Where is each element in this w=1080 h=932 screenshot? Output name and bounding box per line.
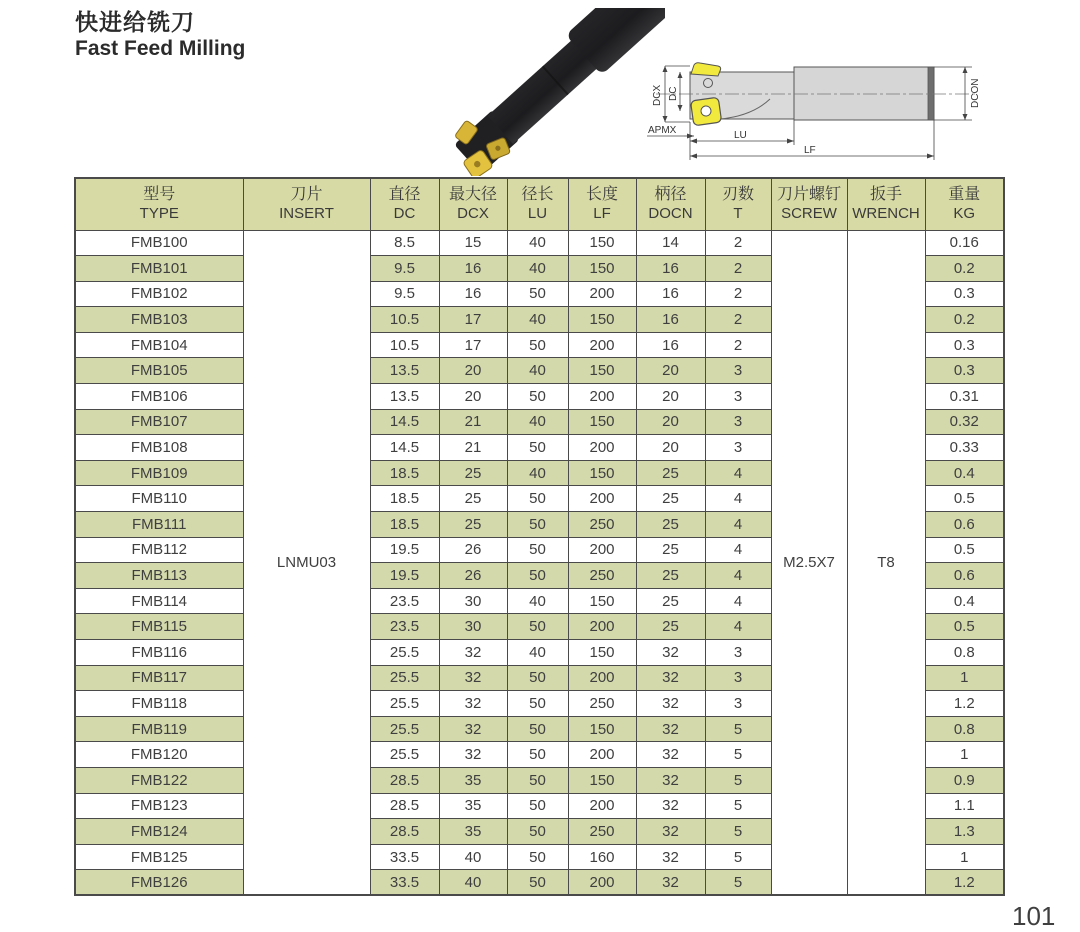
type-cell: FMB116 [75,640,243,666]
docn-cell: 32 [636,665,705,691]
lf-cell: 250 [568,819,636,845]
docn-cell: 25 [636,512,705,538]
docn-cell: 32 [636,767,705,793]
lf-cell: 150 [568,409,636,435]
lu-cell: 40 [507,588,568,614]
dc-cell: 28.5 [370,793,439,819]
header-en: TYPE [139,205,179,223]
header-zh: 型号 [143,186,176,204]
kg-cell: 0.3 [925,281,1004,307]
column-header-lu [507,178,568,230]
kg-cell: 1 [925,844,1004,870]
dc-cell: 10.5 [370,307,439,333]
header-zh: 重量 [948,186,981,204]
type-cell: FMB122 [75,767,243,793]
type-cell: FMB115 [75,614,243,640]
lu-cell: 50 [507,384,568,410]
t-cell: 3 [705,640,771,666]
kg-cell: 0.32 [925,409,1004,435]
header-en: INSERT [279,205,334,223]
column-header-lf [568,178,636,230]
page-title [75,8,245,62]
header-zh: 径长 [521,186,554,204]
column-header-type [75,178,243,230]
screw-merged-cell: M2.5X7 [771,230,847,895]
dc-cell: 19.5 [370,563,439,589]
kg-cell: 0.2 [925,307,1004,333]
lf-cell: 160 [568,844,636,870]
t-cell: 5 [705,819,771,845]
t-cell: 2 [705,281,771,307]
t-cell: 3 [705,665,771,691]
dc-cell: 10.5 [370,332,439,358]
header-zh: 扳手 [869,186,902,204]
docn-cell: 32 [636,716,705,742]
docn-cell: 32 [636,870,705,896]
t-cell: 5 [705,742,771,768]
kg-cell: 0.33 [925,435,1004,461]
spec-table [74,177,1005,896]
insert-merged-cell: LNMU03 [243,230,370,895]
lf-cell: 200 [568,537,636,563]
dcon-label: DCON [970,78,981,108]
lu-cell: 50 [507,512,568,538]
kg-cell: 0.3 [925,358,1004,384]
type-cell: FMB106 [75,384,243,410]
header-en: DC [393,205,416,223]
lu-cell: 40 [507,460,568,486]
t-cell: 2 [705,256,771,282]
t-cell: 2 [705,307,771,333]
kg-cell: 1.3 [925,819,1004,845]
kg-cell: 0.8 [925,716,1004,742]
header-en: KG [953,205,976,223]
header-zh: 长度 [585,186,618,204]
lu-cell: 50 [507,614,568,640]
docn-cell: 16 [636,256,705,282]
kg-cell: 0.9 [925,767,1004,793]
dcx-cell: 30 [439,614,507,640]
dcx-cell: 15 [439,230,507,256]
t-cell: 3 [705,691,771,717]
docn-cell: 32 [636,819,705,845]
lf-cell: 150 [568,767,636,793]
dcx-cell: 32 [439,665,507,691]
header-zh: 柄径 [654,186,687,204]
docn-cell: 20 [636,409,705,435]
milling-cutter-photo-art [380,8,665,176]
lu-cell: 50 [507,819,568,845]
type-cell: FMB117 [75,665,243,691]
lf-cell: 150 [568,716,636,742]
dcx-cell: 21 [439,409,507,435]
header-zh: 刀片 [290,186,323,204]
t-cell: 3 [705,409,771,435]
kg-cell: 1.2 [925,691,1004,717]
kg-cell: 0.6 [925,563,1004,589]
lf-cell: 150 [568,588,636,614]
t-cell: 3 [705,435,771,461]
lu-cell: 50 [507,844,568,870]
dc-cell: 25.5 [370,665,439,691]
dcx-cell: 25 [439,512,507,538]
lf-cell: 200 [568,793,636,819]
lf-cell: 200 [568,332,636,358]
page-number: 101 [1012,901,1056,931]
dcx-cell: 40 [439,844,507,870]
type-cell: FMB103 [75,307,243,333]
kg-cell: 0.4 [925,460,1004,486]
t-cell: 5 [705,870,771,896]
kg-cell: 0.5 [925,486,1004,512]
dcx-cell: 32 [439,640,507,666]
lf-cell: 200 [568,870,636,896]
column-header-wrench [847,178,925,230]
type-cell: FMB101 [75,256,243,282]
docn-cell: 16 [636,281,705,307]
column-header-t [705,178,771,230]
dc-cell: 14.5 [370,435,439,461]
docn-cell: 14 [636,230,705,256]
kg-cell: 0.16 [925,230,1004,256]
type-cell: FMB112 [75,537,243,563]
table-row [75,230,1004,256]
lu-cell: 50 [507,332,568,358]
t-cell: 4 [705,486,771,512]
title-english: Fast Feed Milling [75,37,246,61]
t-cell: 5 [705,844,771,870]
t-cell: 3 [705,384,771,410]
lf-cell: 200 [568,281,636,307]
t-cell: 5 [705,793,771,819]
type-cell: FMB119 [75,716,243,742]
dc-cell: 28.5 [370,819,439,845]
docn-cell: 20 [636,384,705,410]
lu-cell: 50 [507,665,568,691]
docn-cell: 32 [636,742,705,768]
t-cell: 5 [705,767,771,793]
lf-label: LF [804,145,816,156]
lu-label: LU [734,130,747,141]
header-row [75,178,1004,230]
dc-cell: 9.5 [370,256,439,282]
type-cell: FMB124 [75,819,243,845]
kg-cell: 1 [925,742,1004,768]
kg-cell: 0.8 [925,640,1004,666]
dimension-diagram [642,52,1047,177]
lu-cell: 50 [507,767,568,793]
dc-cell: 13.5 [370,384,439,410]
t-cell: 4 [705,512,771,538]
docn-cell: 25 [636,486,705,512]
lu-cell: 40 [507,409,568,435]
column-header-docn [636,178,705,230]
lf-cell: 200 [568,665,636,691]
lf-cell: 200 [568,742,636,768]
type-cell: FMB125 [75,844,243,870]
kg-cell: 0.3 [925,332,1004,358]
type-cell: FMB107 [75,409,243,435]
dcx-cell: 35 [439,793,507,819]
column-header-dcx [439,178,507,230]
dcx-cell: 26 [439,537,507,563]
t-cell: 5 [705,716,771,742]
type-cell: FMB126 [75,870,243,896]
header-zh: 刀片螺钉 [776,186,841,204]
column-header-screw [771,178,847,230]
docn-cell: 32 [636,691,705,717]
header-en: LU [527,205,548,223]
lf-cell: 150 [568,256,636,282]
docn-cell: 32 [636,793,705,819]
spec-table-body [75,230,1004,895]
t-cell: 4 [705,588,771,614]
t-cell: 4 [705,460,771,486]
type-cell: FMB111 [75,512,243,538]
dcx-cell: 26 [439,563,507,589]
dcx-cell: 25 [439,486,507,512]
lu-cell: 40 [507,640,568,666]
dcx-cell: 32 [439,716,507,742]
header-en: SCREW [781,205,837,223]
docn-cell: 25 [636,588,705,614]
header-zh: 直径 [388,186,421,204]
lf-cell: 150 [568,358,636,384]
lu-cell: 40 [507,230,568,256]
lu-cell: 50 [507,486,568,512]
lu-cell: 50 [507,870,568,896]
header-en: LF [593,205,611,223]
type-cell: FMB104 [75,332,243,358]
lf-cell: 250 [568,512,636,538]
dc-cell: 18.5 [370,486,439,512]
lu-cell: 50 [507,537,568,563]
kg-cell: 1.2 [925,870,1004,896]
dc-cell: 25.5 [370,742,439,768]
kg-cell: 1 [925,665,1004,691]
lu-cell: 40 [507,256,568,282]
dcx-cell: 20 [439,384,507,410]
docn-cell: 20 [636,435,705,461]
type-cell: FMB105 [75,358,243,384]
dc-cell: 18.5 [370,512,439,538]
lu-cell: 50 [507,563,568,589]
column-header-kg [925,178,1004,230]
t-cell: 4 [705,563,771,589]
lf-cell: 150 [568,640,636,666]
type-cell: FMB114 [75,588,243,614]
dc-cell: 28.5 [370,767,439,793]
dcx-cell: 32 [439,691,507,717]
lu-cell: 50 [507,742,568,768]
docn-cell: 25 [636,460,705,486]
tool-dimension-drawing [642,52,1047,172]
dcx-cell: 16 [439,256,507,282]
t-cell: 4 [705,614,771,640]
docn-cell: 25 [636,614,705,640]
header-en: WRENCH [852,205,920,223]
dc-cell: 33.5 [370,844,439,870]
docn-cell: 16 [636,332,705,358]
dc-cell: 19.5 [370,537,439,563]
lf-cell: 250 [568,563,636,589]
t-cell: 2 [705,230,771,256]
title-chinese: 快进给铣刀 [75,9,195,35]
kg-cell: 0.5 [925,614,1004,640]
dcx-cell: 30 [439,588,507,614]
dc-cell: 25.5 [370,716,439,742]
dc-cell: 25.5 [370,691,439,717]
header-en: DOCN [648,205,693,223]
lf-cell: 150 [568,460,636,486]
lf-cell: 200 [568,486,636,512]
kg-cell: 0.5 [925,537,1004,563]
lu-cell: 50 [507,435,568,461]
dc-cell: 13.5 [370,358,439,384]
dc-cell: 23.5 [370,588,439,614]
lu-cell: 40 [507,358,568,384]
lf-cell: 200 [568,384,636,410]
type-cell: FMB100 [75,230,243,256]
spec-table-header [75,178,1004,230]
column-header-dc [370,178,439,230]
lu-cell: 40 [507,307,568,333]
header-en: DCX [457,205,489,223]
lu-cell: 50 [507,716,568,742]
lf-cell: 200 [568,435,636,461]
lf-cell: 150 [568,307,636,333]
kg-cell: 0.6 [925,512,1004,538]
product-photo [380,8,665,181]
dc-cell: 33.5 [370,870,439,896]
dcx-label: DCX [652,84,663,106]
dc-cell: 23.5 [370,614,439,640]
apmx-label: APMX [648,125,677,136]
docn-cell: 20 [636,358,705,384]
dcx-cell: 32 [439,742,507,768]
dc-label: DC [668,86,679,101]
column-header-insert [243,178,370,230]
kg-cell: 0.2 [925,256,1004,282]
dcx-cell: 35 [439,767,507,793]
type-cell: FMB123 [75,793,243,819]
dc-cell: 8.5 [370,230,439,256]
lu-cell: 50 [507,691,568,717]
lu-cell: 50 [507,793,568,819]
t-cell: 3 [705,358,771,384]
header-zh: 刃数 [721,186,754,204]
dc-cell: 18.5 [370,460,439,486]
docn-cell: 16 [636,307,705,333]
type-cell: FMB109 [75,460,243,486]
dcx-cell: 17 [439,332,507,358]
header-en: T [733,205,743,223]
dcx-cell: 16 [439,281,507,307]
type-cell: FMB110 [75,486,243,512]
kg-cell: 0.31 [925,384,1004,410]
kg-cell: 1.1 [925,793,1004,819]
docn-cell: 32 [636,640,705,666]
type-cell: FMB113 [75,563,243,589]
docn-cell: 25 [636,563,705,589]
docn-cell: 25 [636,537,705,563]
dcx-cell: 25 [439,460,507,486]
dc-cell: 14.5 [370,409,439,435]
kg-cell: 0.4 [925,588,1004,614]
dc-cell: 9.5 [370,281,439,307]
dcx-cell: 21 [439,435,507,461]
t-cell: 4 [705,537,771,563]
dcx-cell: 35 [439,819,507,845]
dcx-cell: 20 [439,358,507,384]
type-cell: FMB120 [75,742,243,768]
t-cell: 2 [705,332,771,358]
dcx-cell: 40 [439,870,507,896]
lf-cell: 150 [568,230,636,256]
type-cell: FMB118 [75,691,243,717]
lu-cell: 50 [507,281,568,307]
lf-cell: 250 [568,691,636,717]
dcx-cell: 17 [439,307,507,333]
header-zh: 最大径 [448,186,497,204]
type-cell: FMB102 [75,281,243,307]
type-cell: FMB108 [75,435,243,461]
docn-cell: 32 [636,844,705,870]
lf-cell: 200 [568,614,636,640]
dc-cell: 25.5 [370,640,439,666]
wrench-merged-cell: T8 [847,230,925,895]
